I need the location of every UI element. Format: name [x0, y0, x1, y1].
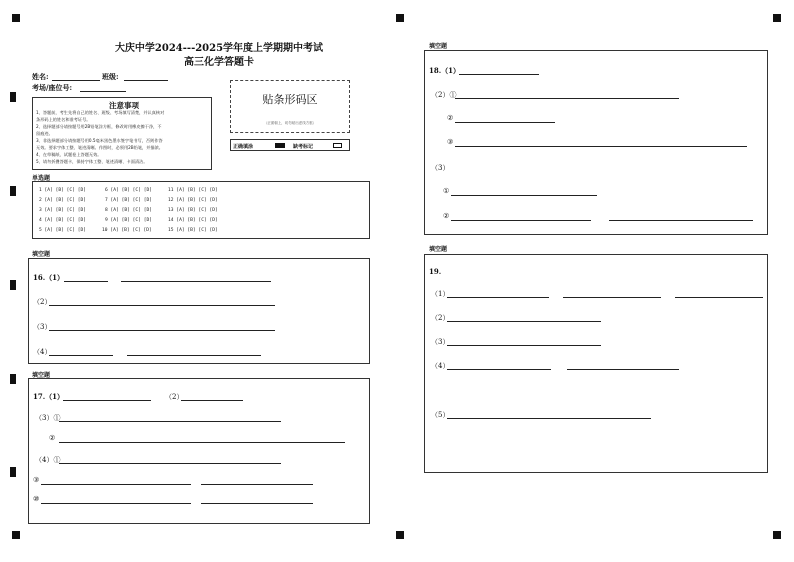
notice-line: 5、请勿折叠答题卡，保持字体工整、笔迹清晰、卡面清洁。 [36, 159, 148, 164]
choice-row[interactable]: 14 [A] [B] [C] [D] [168, 218, 218, 223]
correct-fill-sample [275, 143, 285, 148]
notice-line: 无效。要求字体工整、笔迹清晰。作图时，必须用2B铅笔，并描浓。 [36, 145, 163, 150]
side-mark [10, 280, 16, 290]
q16-answer-line[interactable] [64, 281, 108, 282]
q19-answer-line[interactable] [675, 297, 763, 298]
q19-part3-label: （3） [431, 338, 450, 346]
q17-answer-line[interactable] [59, 421, 281, 422]
q16-part4-label: （4） [33, 348, 52, 356]
fill-blank-label-19: 填空题 [429, 246, 448, 253]
choice-row[interactable]: 12 [A] [B] [C] [D] [168, 198, 218, 203]
corner-mark-bottom-right [773, 531, 781, 539]
q19-answer-line[interactable] [567, 369, 679, 370]
choice-row[interactable]: 7 [A] [B] [C] [D] [105, 198, 153, 203]
q19-answer-line[interactable] [447, 418, 651, 419]
q18-answer-line[interactable] [451, 195, 597, 196]
q19-part1-label: （1） [431, 290, 450, 298]
q18-part1-label: 18.（1） [429, 66, 461, 75]
barcode-hint: （正面朝上，切勿贴出虚线方框） [263, 121, 317, 125]
room-seat-label: 考场/座位号: [32, 83, 73, 92]
q16-answer-line[interactable] [121, 281, 271, 282]
notice-line: 3、非选择题部分请按题号用0.5毫米黑色墨水签字笔书写，否则作答 [36, 138, 163, 143]
q16-answer-line[interactable] [49, 330, 275, 331]
choice-row[interactable]: 3 [A] [B] [C] [D] [39, 208, 87, 213]
q19-box [424, 254, 768, 473]
q19-part2-label: （2） [431, 314, 450, 322]
q17-answer-line[interactable] [201, 503, 313, 504]
choice-row[interactable]: 13 [A] [B] [C] [D] [168, 208, 218, 213]
q16-box [28, 258, 370, 364]
barcode-area [230, 80, 350, 133]
corner-mark-bottom-center [396, 531, 404, 539]
fill-blank-label-18: 填空题 [429, 43, 448, 50]
side-mark [10, 467, 16, 477]
choice-row[interactable]: 2 [A] [B] [C] [D] [39, 198, 87, 203]
notice-line: 条形码上的姓名和准考证号。 [36, 117, 91, 122]
missing-exam-box[interactable] [333, 143, 342, 148]
q17-part4-label: （4）① [35, 456, 61, 464]
q16-answer-line[interactable] [127, 355, 261, 356]
q18-answer-line[interactable] [455, 98, 679, 99]
class-field[interactable] [124, 80, 168, 81]
single-choice-box [32, 181, 370, 239]
class-label: 班级: [102, 72, 119, 81]
q17-part4c-label: ③ [33, 476, 40, 484]
q18-answer-line[interactable] [451, 220, 591, 221]
q19-answer-line[interactable] [447, 345, 601, 346]
q17-part3-label: （3）① [35, 414, 61, 422]
exam-title: 大庆中学2024---2025学年度上学期期中考试 [114, 43, 324, 54]
corner-mark-top-right [773, 14, 781, 22]
q19-part4-label: （4） [431, 362, 450, 370]
q17-part3b-label: ② [49, 434, 56, 442]
q19-answer-line[interactable] [563, 297, 661, 298]
notice-line: 1、答题前，考生先将自己的姓名、班级、考场填写清楚，并认真核对 [36, 110, 165, 115]
corner-mark-bottom-left [12, 531, 20, 539]
choice-row[interactable]: 9 [A] [B] [C] [D] [105, 218, 153, 223]
choice-row[interactable]: 11 [A] [B] [C] [D] [168, 188, 218, 193]
q17-answer-line[interactable] [59, 442, 345, 443]
q19-part5-label: （5） [431, 411, 450, 419]
q18-part2c-label: ③ [447, 138, 454, 146]
q18-answer-line[interactable] [455, 146, 747, 147]
q18-part2-label: （2）① [431, 91, 457, 99]
side-mark [10, 374, 16, 384]
q17-part4d-label: ⑩ [33, 495, 40, 503]
fill-legend [230, 139, 350, 151]
q18-answer-line[interactable] [455, 122, 555, 123]
choice-row[interactable]: 15 [A] [B] [C] [D] [168, 228, 218, 233]
notice-title: 注意事项 [109, 101, 139, 110]
q16-answer-line[interactable] [49, 305, 275, 306]
q17-answer-line[interactable] [181, 400, 243, 401]
q16-part1-label: 16.（1） [33, 273, 65, 282]
notice-line: 留痕迹。 [36, 131, 53, 136]
q18-part3-label: （3） [431, 164, 450, 172]
notice-line: 4、在草稿纸、试题卷上答题无效。 [36, 152, 102, 157]
side-mark [10, 92, 16, 102]
q17-answer-line[interactable] [63, 400, 151, 401]
q17-part1-label: 17.（1） [33, 392, 65, 401]
q17-answer-line[interactable] [59, 463, 281, 464]
single-choice-label: 单选题 [32, 175, 51, 182]
q18-part2b-label: ② [447, 114, 454, 122]
q17-box [28, 378, 370, 524]
q19-answer-line[interactable] [447, 321, 601, 322]
q16-part2-label: （2） [33, 298, 52, 306]
exam-subtitle: 高三化学答题卡 [184, 57, 254, 68]
choice-row[interactable]: 5 [A] [B] [C] [D] [39, 228, 87, 233]
q19-answer-line[interactable] [447, 297, 549, 298]
q17-part2-label: （2） [165, 393, 184, 401]
corner-mark-top-left [12, 14, 20, 22]
choice-row[interactable]: 8 [A] [B] [C] [D] [105, 208, 153, 213]
q16-answer-line[interactable] [49, 355, 113, 356]
missing-exam-label: 缺考标记 [293, 144, 314, 150]
fill-blank-label-16: 填空题 [32, 251, 51, 258]
name-label: 姓名: [32, 72, 49, 81]
choice-row[interactable]: 6 [A] [B] [C] [D] [105, 188, 153, 193]
q18-box [424, 50, 768, 235]
q19-answer-line[interactable] [447, 369, 551, 370]
q16-part3-label: （3） [33, 323, 52, 331]
q19-number: 19. [429, 267, 442, 276]
barcode-label: 贴条形码区 [262, 93, 318, 106]
fill-blank-label-17: 填空题 [32, 372, 51, 379]
q18-part3a-label: ① [443, 187, 450, 195]
name-field[interactable] [52, 80, 100, 81]
choice-row[interactable]: 4 [A] [B] [C] [D] [39, 218, 87, 223]
choice-row[interactable]: 10 [A] [B] [C] [D] [102, 228, 152, 233]
notice-box [32, 97, 212, 170]
q17-answer-line[interactable] [41, 503, 191, 504]
q18-answer-line[interactable] [609, 220, 753, 221]
room-seat-field[interactable] [80, 91, 126, 92]
q18-part3b-label: ② [443, 212, 450, 220]
q17-answer-line[interactable] [201, 484, 313, 485]
q18-answer-line[interactable] [459, 74, 539, 75]
notice-line: 2、选择题部分请按题号用2B铅笔涂方框，修改时用橡皮擦干净，不 [36, 124, 162, 129]
correct-fill-label: 正确填涂 [233, 144, 254, 150]
choice-row[interactable]: 1 [A] [B] [C] [D] [39, 188, 87, 193]
q17-answer-line[interactable] [41, 484, 191, 485]
side-mark [10, 186, 16, 196]
corner-mark-top-center [396, 14, 404, 22]
